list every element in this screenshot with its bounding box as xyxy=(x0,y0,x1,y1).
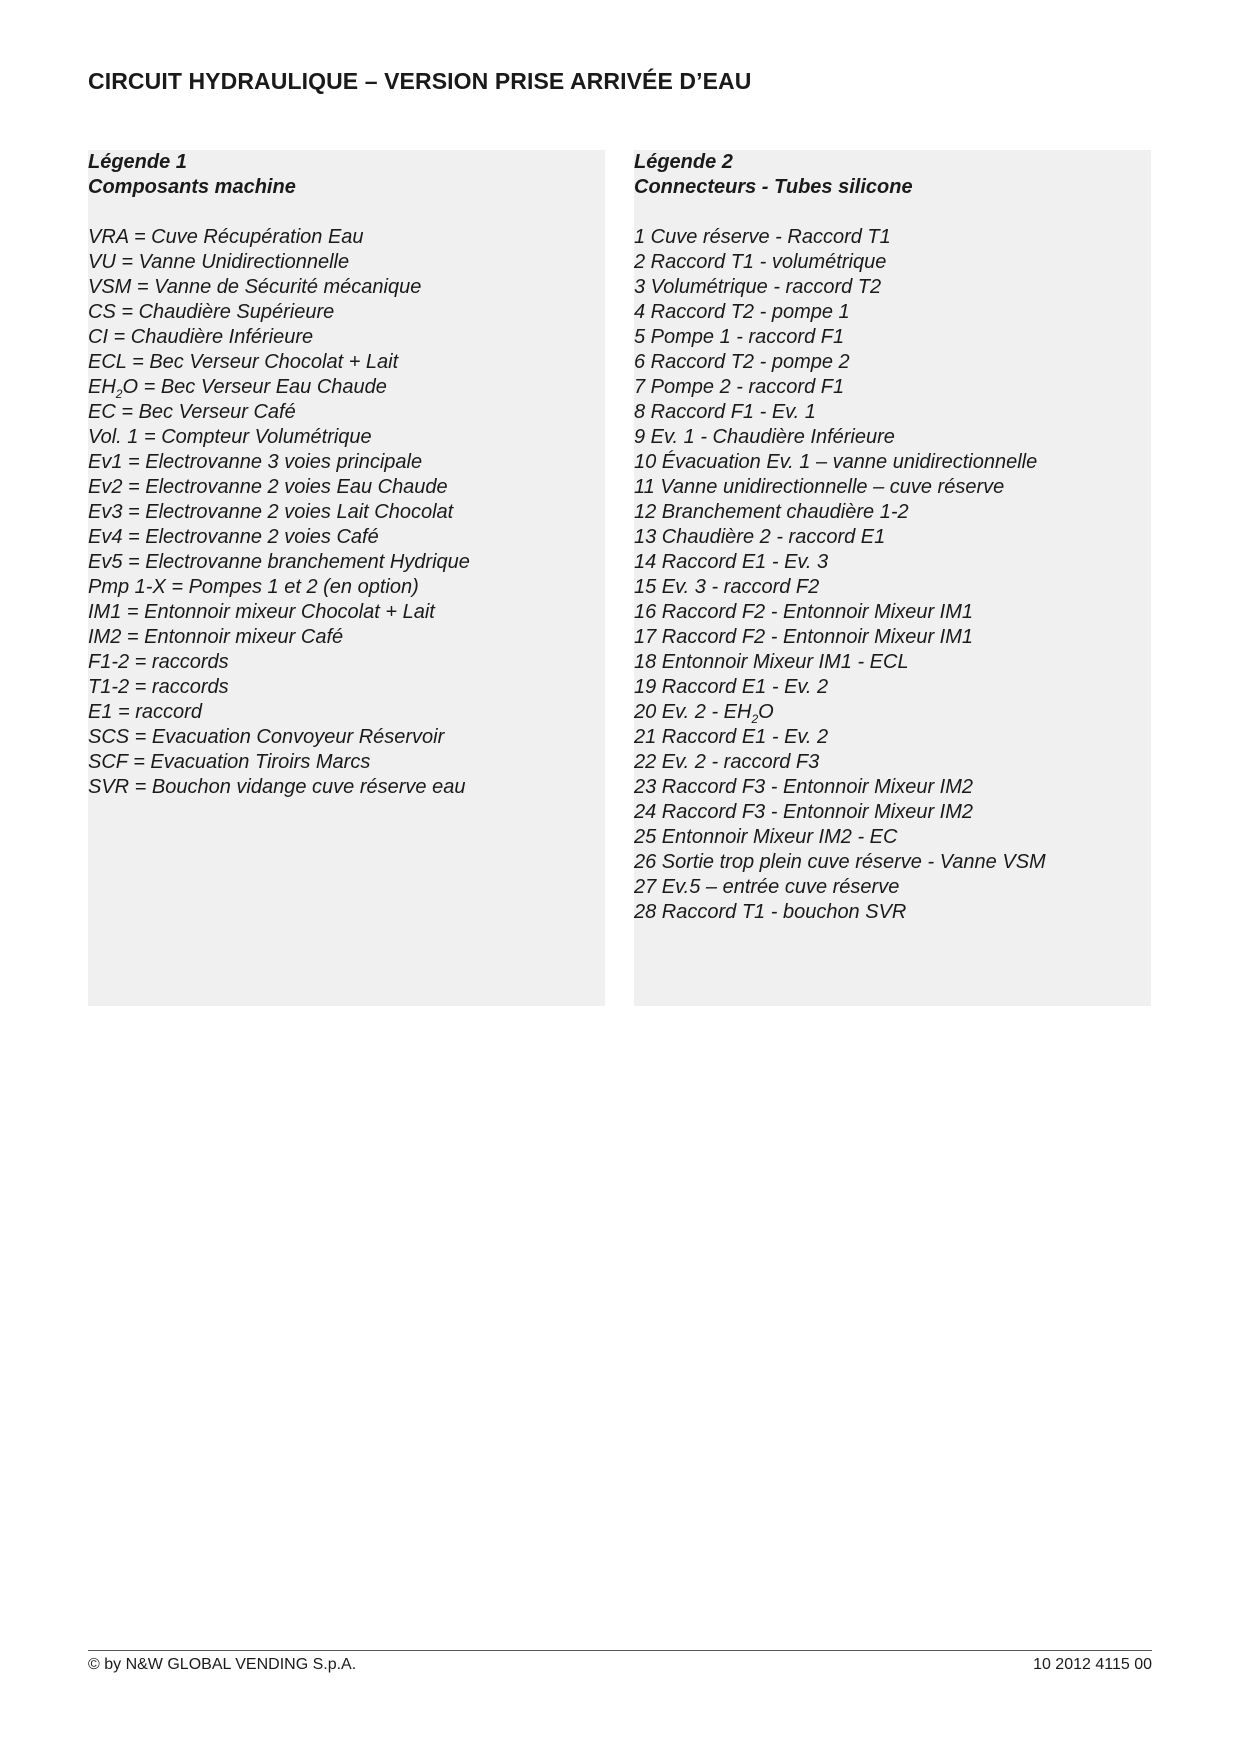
legend2-item: 15 Ev. 3 - raccord F2 xyxy=(634,576,820,598)
legend2-item: 21 Raccord E1 - Ev. 2 xyxy=(634,726,829,748)
legend1-item: SCF = Evacuation Tiroirs Marcs xyxy=(88,751,371,773)
legend1-item: Ev5 = Electrovanne branchement Hydrique xyxy=(88,551,470,573)
footer-document-number: 10 2012 4115 00 xyxy=(1033,1656,1152,1673)
legend1-item: VSM = Vanne de Sécurité mécanique xyxy=(88,276,422,298)
legend-2-heading-line1: Légende 2 xyxy=(634,151,733,173)
legend1-item: CS = Chaudière Supérieure xyxy=(88,301,335,323)
legend-2-panel xyxy=(634,150,1151,1006)
legend2-item xyxy=(634,700,1151,725)
legend-1-list xyxy=(88,225,605,800)
legend2-item-subscript: 2 xyxy=(751,712,759,726)
legend1-item xyxy=(88,375,605,400)
legend2-item: 13 Chaudière 2 - raccord E1 xyxy=(634,526,886,548)
legend1-item-text: O = Bec Verseur Eau Chaude xyxy=(122,376,387,398)
legend2-item: 14 Raccord E1 - Ev. 3 xyxy=(634,551,829,573)
legend1-item: ECL = Bec Verseur Chocolat + Lait xyxy=(88,351,399,373)
legend2-item: 26 Sortie trop plein cuve réserve - Vanne VSM xyxy=(634,851,1046,873)
legend2-item-text: O xyxy=(758,701,774,723)
legend2-item: 22 Ev. 2 - raccord F3 xyxy=(634,751,820,773)
legend-2-heading-line2: Connecteurs - Tubes silicone xyxy=(634,176,913,198)
legend2-item: 28 Raccord T1 - bouchon SVR xyxy=(634,901,907,923)
footer-copyright: © by N&W GLOBAL VENDING S.p.A. xyxy=(88,1656,357,1673)
legend2-item: 16 Raccord F2 - Entonnoir Mixeur IM1 xyxy=(634,601,974,623)
legend2-item: 18 Entonnoir Mixeur IM1 - ECL xyxy=(634,651,909,673)
legend1-item-text: EH xyxy=(88,376,116,398)
legend1-item: E1 = raccord xyxy=(88,701,202,723)
legend2-item: 12 Branchement chaudière 1-2 xyxy=(634,501,909,523)
legend1-item: SCS = Evacuation Convoyeur Réservoir xyxy=(88,726,445,748)
legend1-item: F1-2 = raccords xyxy=(88,651,229,673)
legend1-item: Ev4 = Electrovanne 2 voies Café xyxy=(88,526,379,548)
legend2-item: 7 Pompe 2 - raccord F1 xyxy=(634,376,845,398)
legend1-item: Pmp 1-X = Pompes 1 et 2 (en option) xyxy=(88,576,419,598)
legend2-item: 5 Pompe 1 - raccord F1 xyxy=(634,326,845,348)
legend2-item: 1 Cuve réserve - Raccord T1 xyxy=(634,226,891,248)
legend1-item-subscript: 2 xyxy=(115,387,123,401)
legend2-item: 23 Raccord F3 - Entonnoir Mixeur IM2 xyxy=(634,776,974,798)
legend1-item: VRA = Cuve Récupération Eau xyxy=(88,226,364,248)
legend2-item: 11 Vanne unidirectionnelle – cuve réserve xyxy=(634,476,1005,498)
legend1-item: Vol. 1 = Compteur Volumétrique xyxy=(88,426,372,448)
legend2-item: 19 Raccord E1 - Ev. 2 xyxy=(634,676,829,698)
legend2-item: 25 Entonnoir Mixeur IM2 - EC xyxy=(634,826,898,848)
footer-divider xyxy=(88,1650,1152,1651)
legend2-item: 27 Ev.5 – entrée cuve réserve xyxy=(634,876,900,898)
legend2-item: 8 Raccord F1 - Ev. 1 xyxy=(634,401,816,423)
legend-1-panel xyxy=(88,150,605,1006)
legend1-item: Ev1 = Electrovanne 3 voies principale xyxy=(88,451,423,473)
legend2-item: 6 Raccord T2 - pompe 2 xyxy=(634,351,850,373)
legend1-item: CI = Chaudière Inférieure xyxy=(88,326,314,348)
legend2-item-text: 20 Ev. 2 - EH xyxy=(634,701,752,723)
legend1-item: EC = Bec Verseur Café xyxy=(88,401,296,423)
page-title: CIRCUIT HYDRAULIQUE – VERSION PRISE ARRIVÉE D’EAU xyxy=(88,68,752,94)
legend-1-heading-line2: Composants machine xyxy=(88,176,296,198)
legend1-item: VU = Vanne Unidirectionnelle xyxy=(88,251,350,273)
legend1-item: Ev3 = Electrovanne 2 voies Lait Chocolat xyxy=(88,501,454,523)
legend2-item: 3 Volumétrique - raccord T2 xyxy=(634,276,882,298)
legend-1-heading xyxy=(88,150,605,200)
legend-2-heading xyxy=(634,150,1151,200)
legend1-item: Ev2 = Electrovanne 2 voies Eau Chaude xyxy=(88,476,448,498)
legend1-item: IM1 = Entonnoir mixeur Chocolat + Lait xyxy=(88,601,435,623)
legend2-item: 9 Ev. 1 - Chaudière Inférieure xyxy=(634,426,895,448)
legend2-item: 2 Raccord T1 - volumétrique xyxy=(634,251,887,273)
legend2-item: 24 Raccord F3 - Entonnoir Mixeur IM2 xyxy=(634,801,974,823)
legend2-item: 4 Raccord T2 - pompe 1 xyxy=(634,301,850,323)
legend1-item: T1-2 = raccords xyxy=(88,676,229,698)
legend1-item: IM2 = Entonnoir mixeur Café xyxy=(88,626,344,648)
legend-2-list xyxy=(634,225,1151,925)
legend2-item: 10 Évacuation Ev. 1 – vanne unidirectionnelle xyxy=(634,451,1038,473)
legend-1-heading-line1: Légende 1 xyxy=(88,151,187,173)
legend2-item: 17 Raccord F2 - Entonnoir Mixeur IM1 xyxy=(634,626,974,648)
legend1-item: SVR = Bouchon vidange cuve réserve eau xyxy=(88,776,466,798)
